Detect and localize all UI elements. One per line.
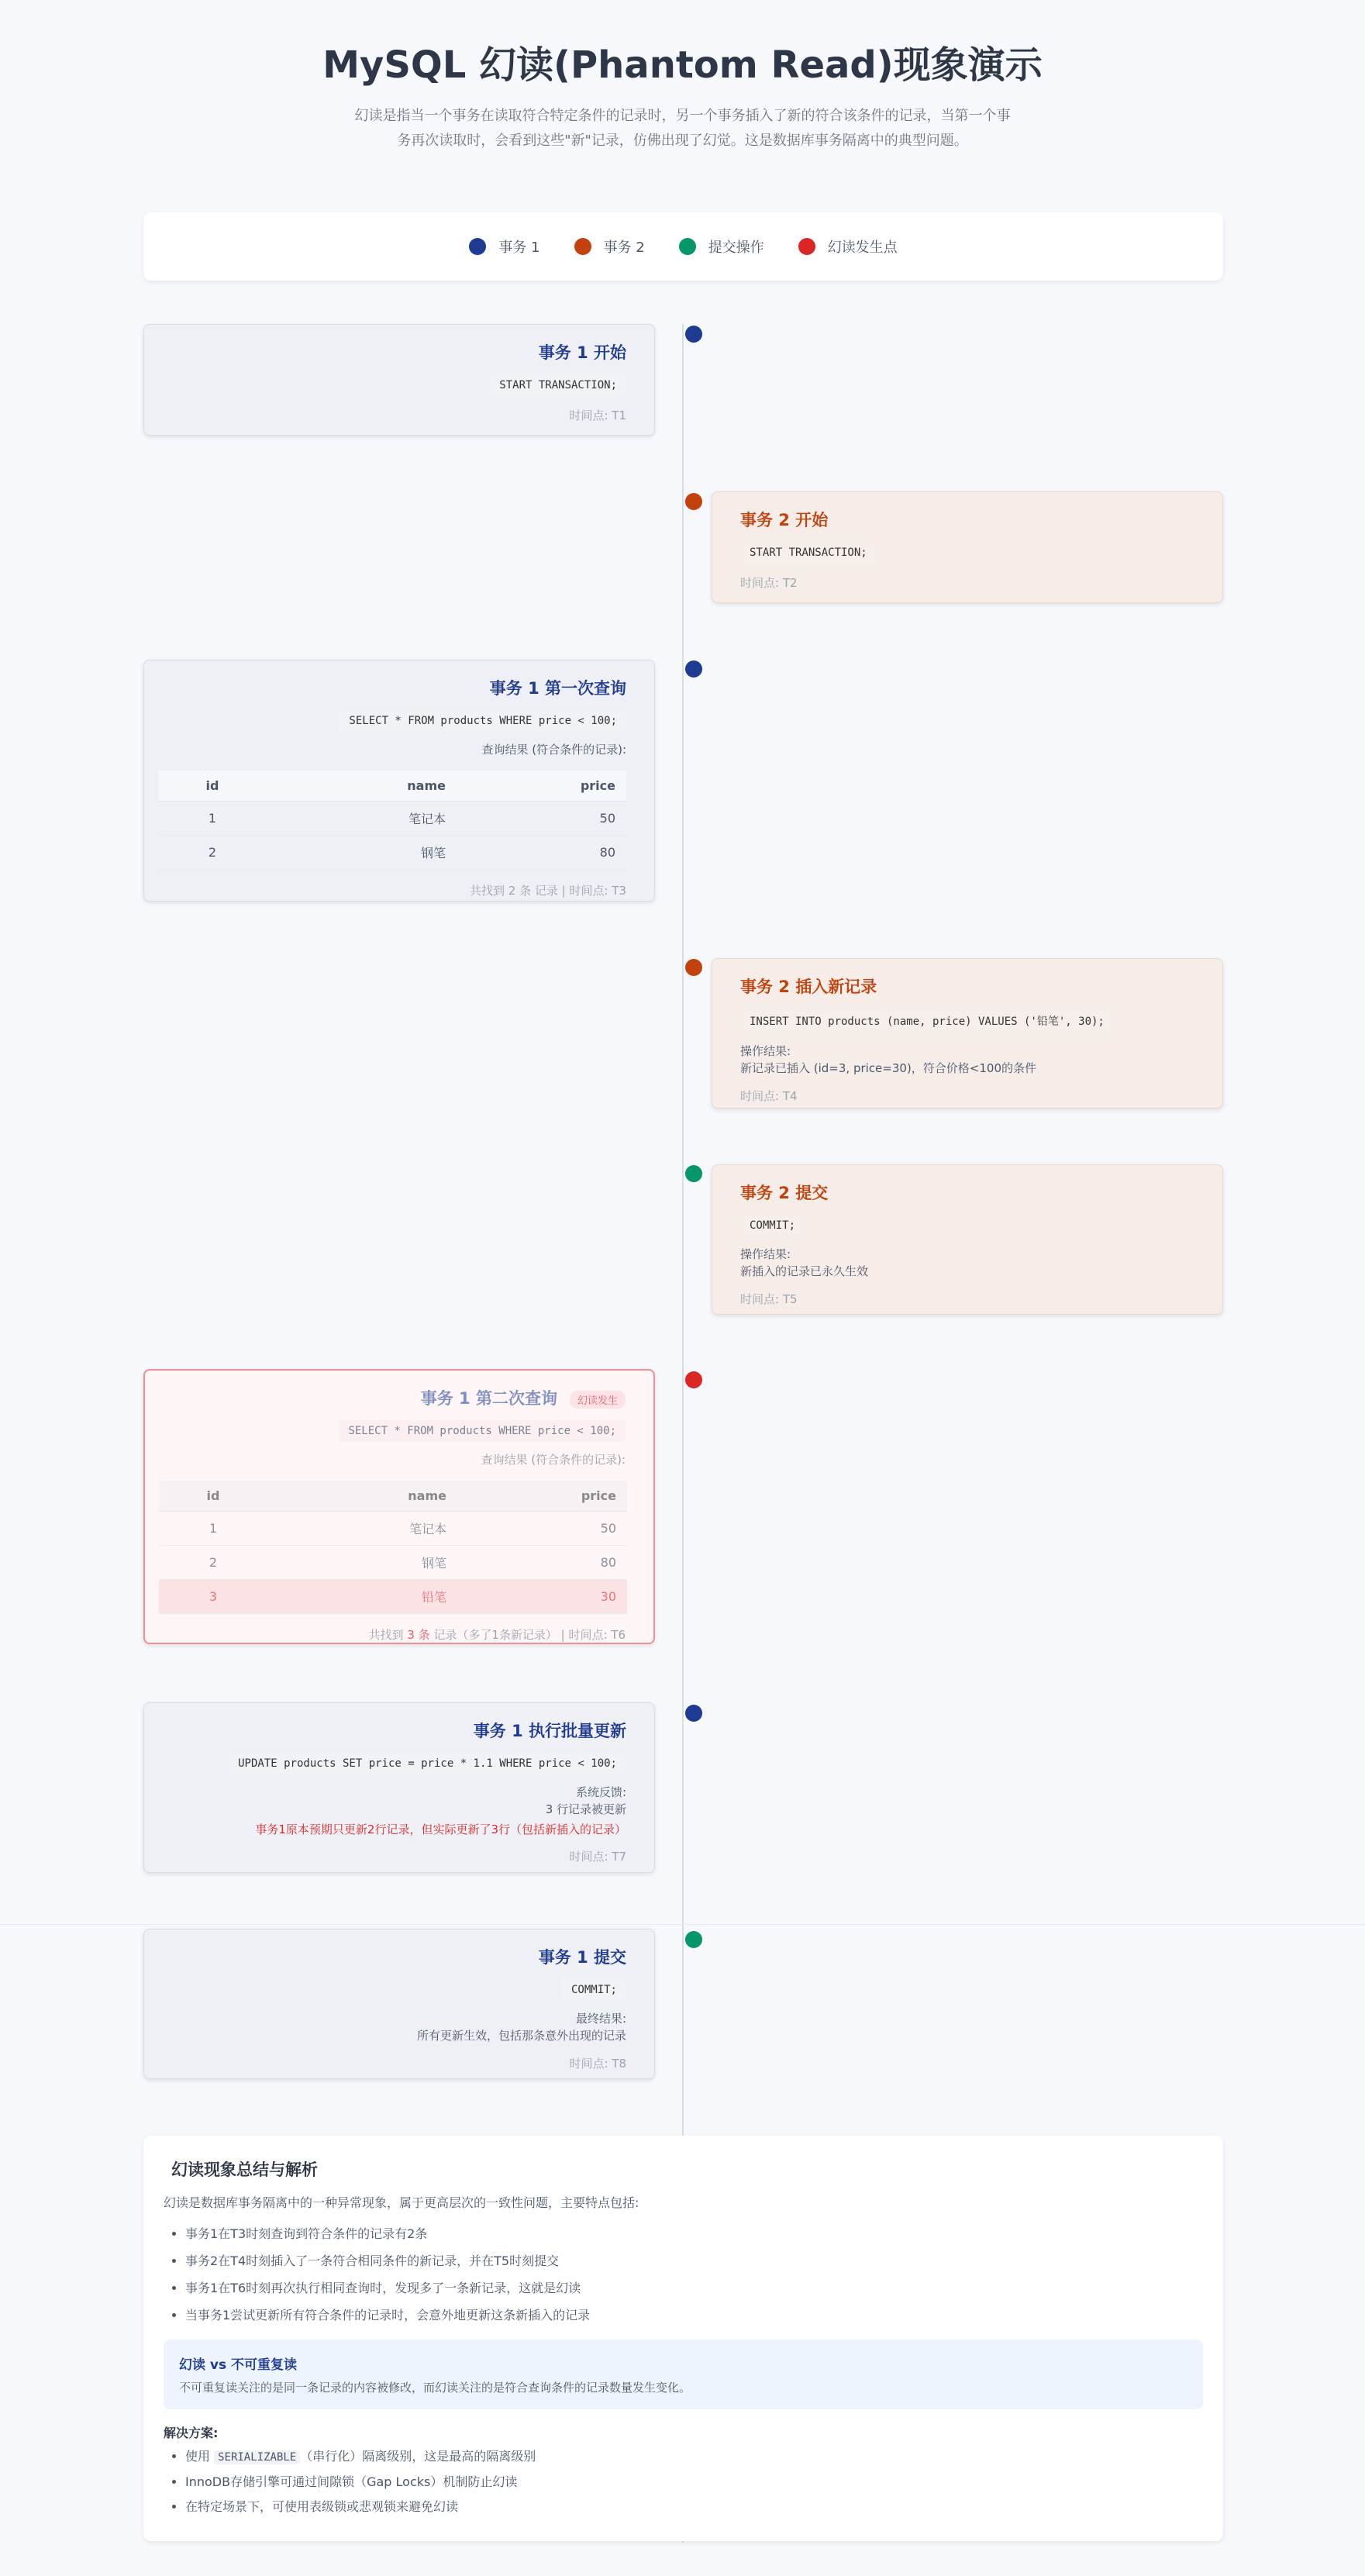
legend-item-commit — [679, 236, 764, 257]
result-table — [158, 771, 626, 870]
result-label: 查询结果 (符合条件的记录): — [481, 743, 626, 757]
sql-code: COMMIT; — [740, 1215, 805, 1236]
table-cell: 1 — [159, 1512, 267, 1546]
event-time: 时间点: T5 — [740, 1292, 798, 1306]
solution-code: SERIALIZABLE — [214, 2450, 300, 2464]
column-header: id — [159, 1481, 267, 1512]
result-text: 新插入的记录已永久生效 — [740, 1264, 869, 1278]
table-header-row — [159, 1481, 627, 1512]
tx1-marker-icon — [685, 326, 702, 343]
footer-count: 3 条 — [407, 1628, 430, 1642]
warning-text: 事务1原本预期只更新2行记录，但实际更新了3行（包括新插入的记录） — [255, 1823, 626, 1836]
event-time: 时间点: T7 — [569, 1850, 626, 1864]
footer-post: 记录（多了1条新记录） | 时间点: T6 — [429, 1628, 626, 1642]
tx1-dot-icon — [469, 238, 486, 255]
sql-code: COMMIT; — [562, 1979, 626, 2001]
result-label: 系统反馈: — [575, 1785, 626, 1799]
event-time: 时间点: T4 — [740, 1089, 798, 1103]
event-title: 事务 2 开始 — [740, 511, 829, 529]
table-row-new — [159, 1580, 627, 1614]
commit-marker-icon — [685, 1165, 702, 1182]
legend-item-tx1 — [469, 236, 539, 257]
sql-code: UPDATE products SET price = price * 1.1 WHERE price < 100; — [229, 1753, 626, 1774]
event-title: 事务 2 提交 — [740, 1184, 829, 1202]
tx2-dot-icon — [574, 238, 591, 255]
table-cell: 2 — [159, 1546, 267, 1580]
legend-label: 幻读发生点 — [827, 240, 898, 256]
list-item: • 事务1在T6时刻再次执行相同查询时，发现多了一条新记录，这就是幻读 — [185, 2274, 1203, 2302]
table-cell: 笔记本 — [267, 802, 457, 836]
summary-panel — [143, 2136, 1223, 2541]
summary-points — [164, 2220, 1203, 2329]
event-card-t4 — [712, 958, 1223, 1109]
event-card-t2 — [712, 491, 1223, 603]
event-card-t6 — [143, 1369, 655, 1644]
legend-label: 提交操作 — [708, 240, 764, 256]
commit-marker-icon — [685, 1931, 702, 1948]
table-cell: 80 — [457, 1546, 627, 1580]
table-cell: 钢笔 — [267, 1546, 457, 1580]
page-title: MySQL 幻读(Phantom Read)现象演示 — [322, 43, 1043, 87]
commit-dot-icon — [679, 238, 696, 255]
table-header-row — [158, 771, 626, 802]
column-header: price — [457, 771, 626, 802]
compare-box — [164, 2340, 1203, 2409]
event-title: 事务 2 插入新记录 — [740, 978, 877, 996]
event-time: 时间点: T2 — [740, 576, 798, 590]
page-intro: 幻读是指当一个事务在读取符合特定条件的记录时，另一个事务插入了新的符合该条件的记录，当第一个事务再次读取时，会看到这些"新"记录，仿佛出现了幻觉。这是数据库事务隔离中的典型问题。 — [354, 108, 1011, 149]
compare-title: 幻读 vs 不可重复读 — [179, 2357, 298, 2373]
legend-label: 事务 2 — [603, 240, 645, 256]
result-label: 最终结果: — [575, 2012, 626, 2026]
phantom-marker-icon — [685, 1371, 702, 1388]
sql-code: SELECT * FROM products WHERE price < 100; — [340, 710, 626, 732]
tx1-marker-icon — [685, 660, 702, 678]
table-cell: 铅笔 — [267, 1580, 457, 1614]
event-title: 事务 1 开始 — [538, 343, 626, 362]
legend-item-phantom — [798, 236, 898, 257]
result-footer: 共找到 2 条 记录 | 时间点: T3 — [470, 884, 626, 898]
event-card-t5 — [712, 1164, 1223, 1315]
table-cell: 30 — [457, 1580, 627, 1614]
column-header: id — [158, 771, 267, 802]
table-cell: 3 — [159, 1580, 267, 1614]
column-header: price — [457, 1481, 627, 1512]
list-item: • 事务2在T4时刻插入了一条符合相同条件的新记录，并在T5时刻提交 — [185, 2247, 1203, 2274]
event-time: 时间点: T1 — [569, 409, 626, 422]
column-header: name — [267, 771, 457, 802]
table-row — [159, 1512, 627, 1546]
list-item — [185, 2444, 1203, 2470]
table-cell: 50 — [457, 802, 626, 836]
tx2-marker-icon — [685, 493, 702, 510]
table-cell: 50 — [457, 1512, 627, 1546]
event-time: 时间点: T8 — [569, 2057, 626, 2071]
table-row — [158, 836, 626, 870]
event-title: 事务 1 执行批量更新 — [473, 1722, 626, 1740]
list-item: • 事务1在T3时刻查询到符合条件的记录有2条 — [185, 2220, 1203, 2247]
event-card-t7 — [143, 1702, 655, 1873]
result-text: 新记录已插入 (id=3, price=30)，符合价格<100的条件 — [740, 1061, 1036, 1075]
list-item: • 当事务1尝试更新所有符合条件的记录时，会意外地更新这条新插入的记录 — [185, 2302, 1203, 2329]
phantom-dot-icon — [798, 238, 815, 255]
sql-code: START TRANSACTION; — [740, 542, 877, 564]
column-header: name — [267, 1481, 457, 1512]
solution-post: （串行化）隔离级别，这是最高的隔离级别 — [300, 2449, 536, 2464]
event-title — [159, 1386, 626, 1409]
event-card-t3 — [143, 660, 655, 902]
legend — [143, 212, 1223, 281]
divider — [0, 1924, 1365, 1925]
result-table — [159, 1481, 627, 1614]
event-card-t8 — [143, 1929, 655, 2079]
table-cell: 2 — [158, 836, 267, 870]
result-label: 操作结果: — [740, 1247, 791, 1261]
result-text: 3 行记录被更新 — [545, 1802, 626, 1816]
event-title-text: 事务 1 第二次查询 — [420, 1389, 557, 1408]
table-row — [158, 802, 626, 836]
sql-code: INSERT INTO products (name, price) VALUES ('铅笔', 30); — [740, 1009, 1114, 1033]
phantom-badge: 幻读发生 — [570, 1391, 626, 1409]
legend-item-tx2 — [574, 236, 645, 257]
result-label: 查询结果 (符合条件的记录): — [481, 1453, 626, 1467]
tx2-marker-icon — [685, 959, 702, 976]
result-footer — [159, 1626, 626, 1643]
footer-pre: 共找到 — [368, 1628, 408, 1642]
list-item: • 在特定场景下，可使用表级锁或悲观锁来避免幻读 — [185, 2495, 1203, 2519]
table-cell: 笔记本 — [267, 1512, 457, 1546]
sql-code: START TRANSACTION; — [490, 374, 626, 396]
compare-text: 不可重复读关注的是同一条记录的内容被修改，而幻读关注的是符合查询条件的记录数量发生变化。 — [179, 2381, 691, 2395]
sql-code: SELECT * FROM products WHERE price < 100; — [339, 1420, 626, 1442]
tx1-marker-icon — [685, 1705, 702, 1722]
table-cell: 钢笔 — [267, 836, 457, 870]
event-title: 事务 1 提交 — [538, 1948, 626, 1967]
event-card-t1 — [143, 324, 655, 436]
list-item: • InnoDB存储引擎可通过间隙锁（Gap Locks）机制防止幻读 — [185, 2470, 1203, 2495]
table-row — [159, 1546, 627, 1580]
table-cell: 80 — [457, 836, 626, 870]
summary-intro: 幻读是数据库事务隔离中的一种异常现象，属于更高层次的一致性问题，主要特点包括: — [164, 2195, 639, 2210]
solution-title: 解决方案: — [164, 2426, 219, 2440]
result-text: 所有更新生效，包括那条意外出现的记录 — [416, 2029, 626, 2043]
table-cell: 1 — [158, 802, 267, 836]
legend-label: 事务 1 — [498, 240, 540, 256]
summary-title: 幻读现象总结与解析 — [171, 2160, 318, 2179]
event-title: 事务 1 第一次查询 — [489, 679, 626, 698]
result-label: 操作结果: — [740, 1044, 791, 1058]
solution-pre: 使用 — [185, 2449, 215, 2464]
solution-list — [164, 2444, 1203, 2519]
